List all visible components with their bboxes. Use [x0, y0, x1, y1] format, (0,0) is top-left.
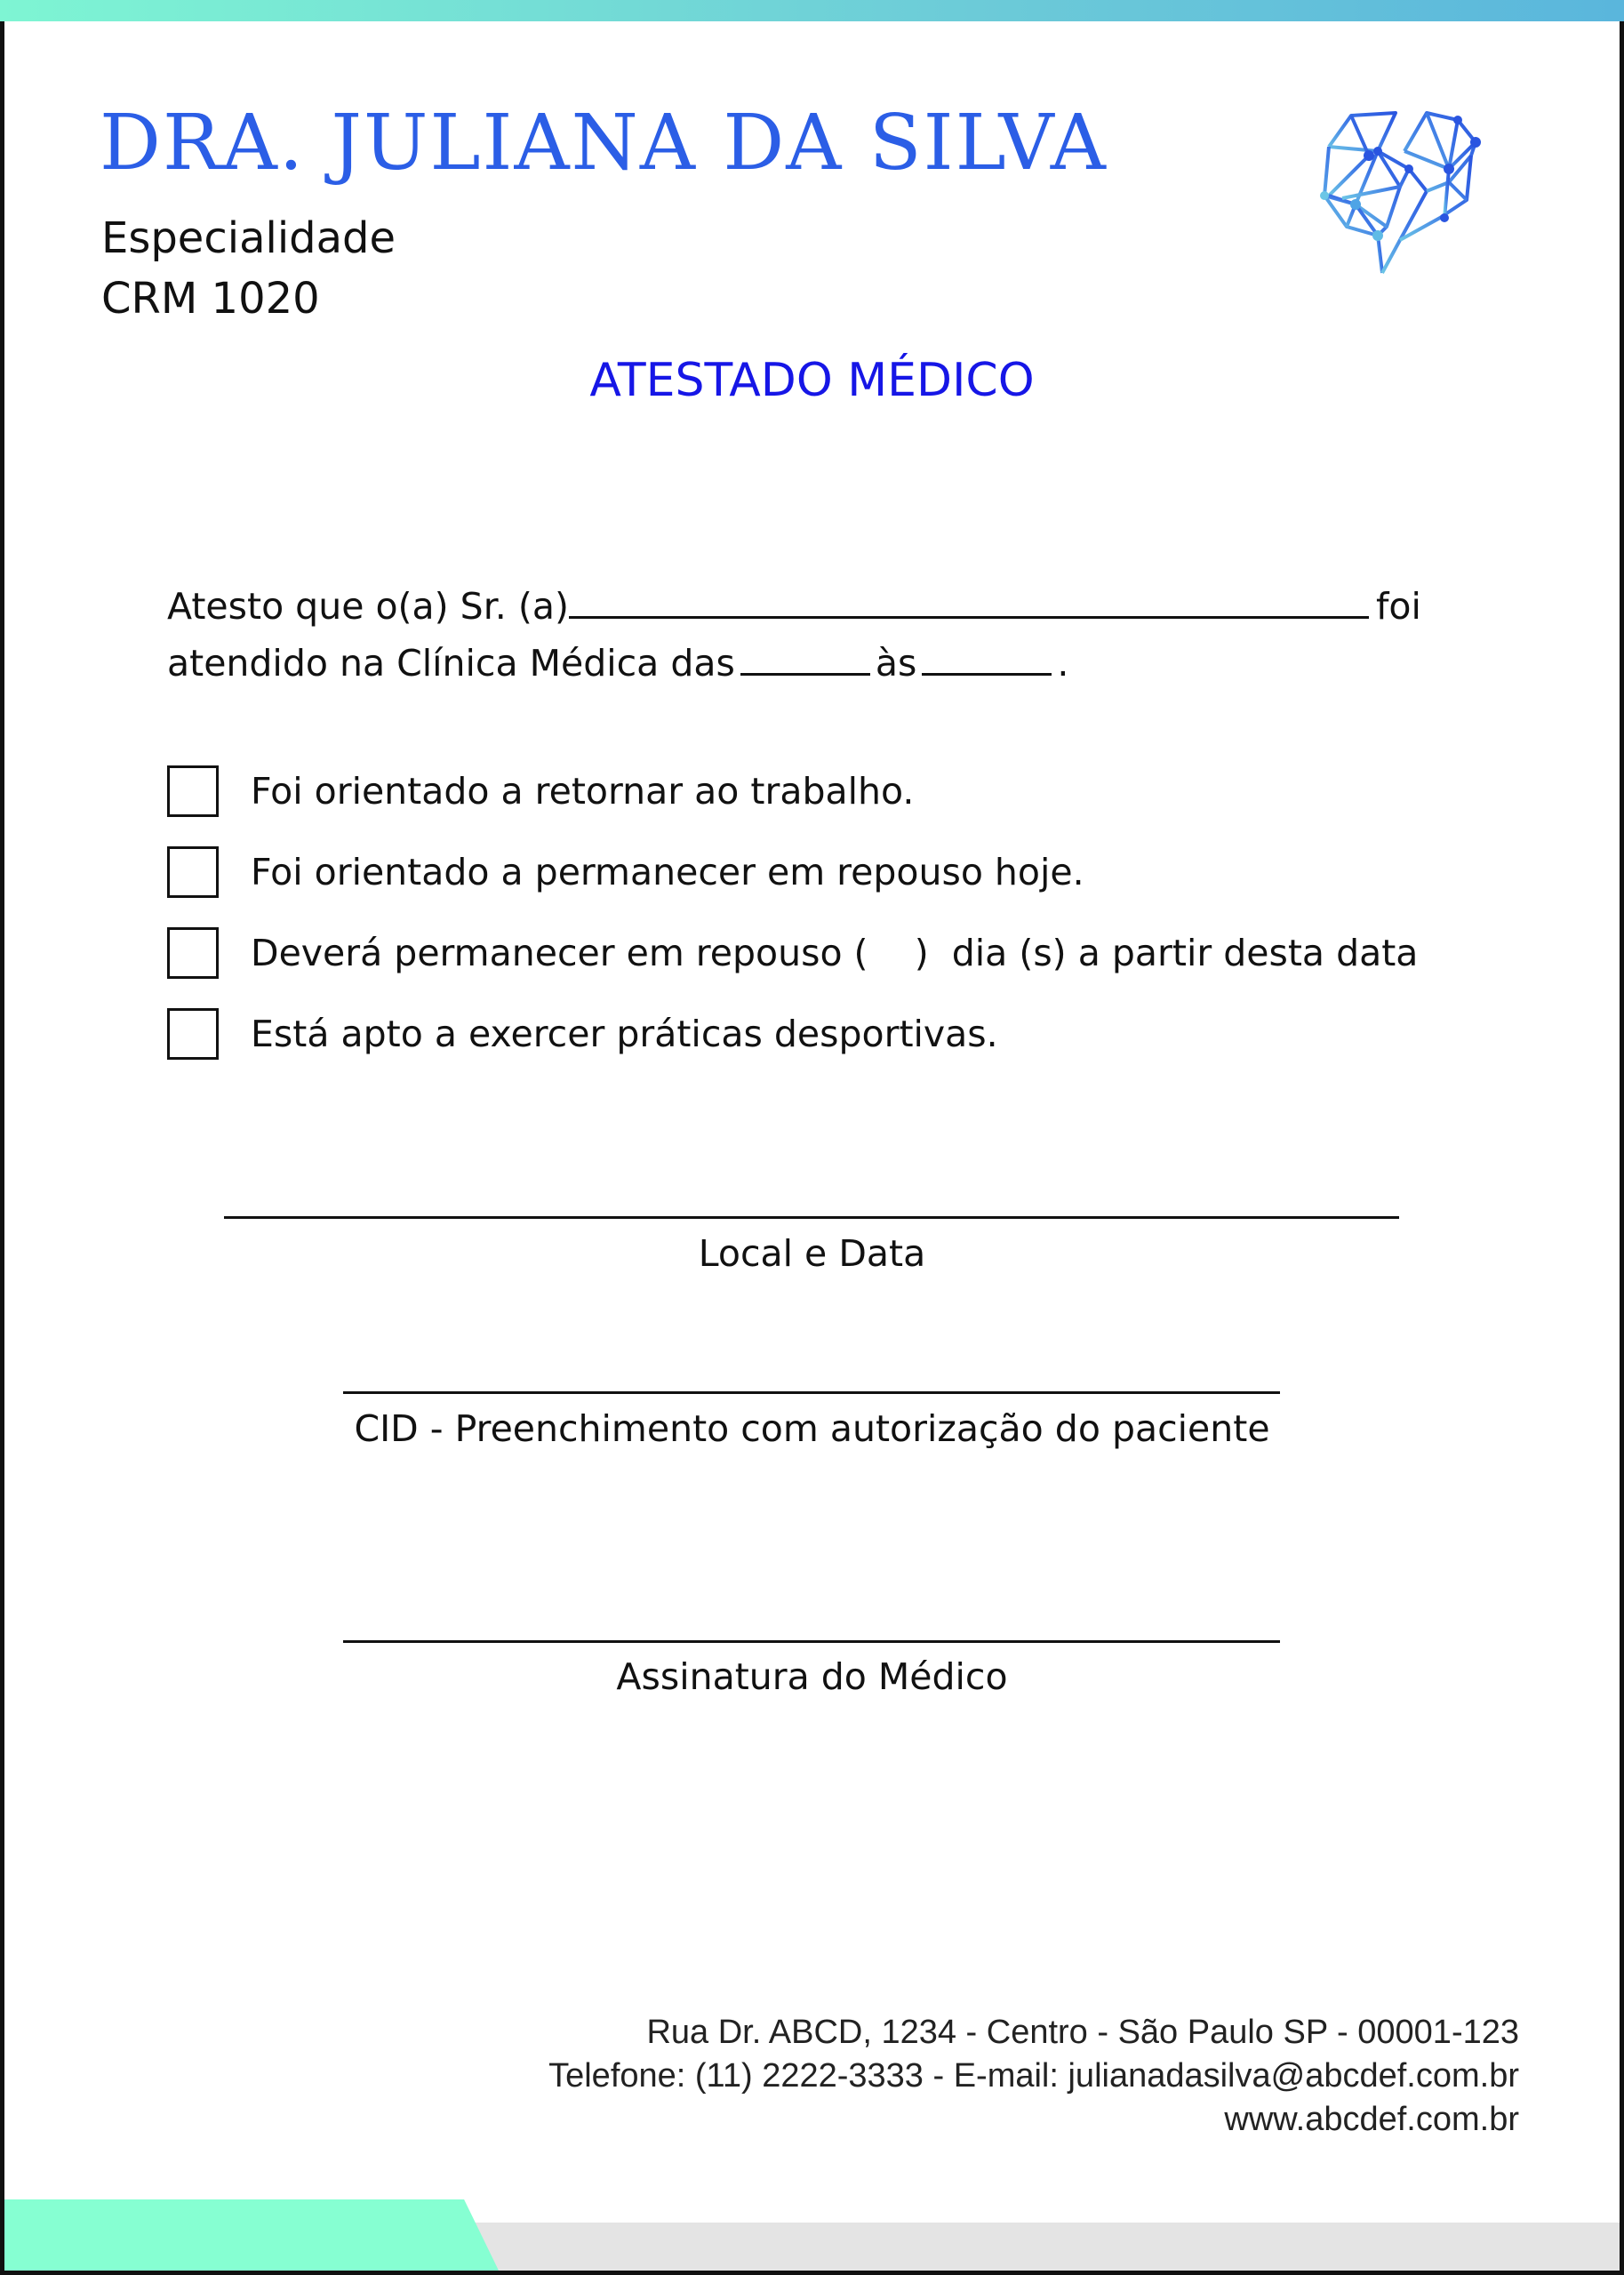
patient-name-field[interactable] — [569, 581, 1369, 619]
doctor-crm: CRM 1020 — [101, 274, 320, 324]
attendance-statement — [167, 578, 1465, 692]
doctor-name: DRA. JULIANA DA SILVA — [100, 99, 1108, 188]
start-time-field[interactable] — [740, 637, 870, 676]
statement-text-4: às — [875, 642, 917, 685]
doctor-signature-line[interactable] — [343, 1640, 1280, 1643]
top-accent-band — [0, 0, 1624, 21]
statement-text-3: atendido na Clínica Médica das — [167, 642, 735, 685]
bottom-teal-accent — [4, 2199, 499, 2271]
option-rest-today — [167, 844, 1500, 901]
option-label: Foi orientado a retornar ao trabalho. — [251, 770, 915, 813]
doctor-signature-label: Assinatura do Médico — [616, 1655, 1008, 1698]
footer-contact: Telefone: (11) 2222-3333 - E-mail: julianadasilva@abcdef.com.br — [548, 2057, 1519, 2095]
cid-line[interactable] — [343, 1391, 1280, 1394]
option-label: Foi orientado a permanecer em repouso hoje. — [251, 851, 1084, 893]
end-time-field[interactable] — [922, 637, 1052, 676]
option-label: Deverá permanecer em repouso ( ) dia (s) a partir desta data — [251, 932, 1419, 974]
footer-address: Rua Dr. ABCD, 1234 - Centro - São Paulo SP - 00001-123 — [646, 2014, 1519, 2051]
checkbox-return-to-work[interactable] — [167, 765, 219, 817]
cid-label: CID - Preenchimento com autorização do paciente — [354, 1407, 1270, 1450]
contact-footer — [548, 2011, 1519, 2142]
footer-website: www.abcdef.com.br — [1224, 2101, 1519, 2138]
option-rest-days — [167, 925, 1500, 981]
document-title: ATESTADO MÉDICO — [589, 354, 1035, 407]
checkbox-sports-fit[interactable] — [167, 1008, 219, 1060]
option-label: Está apto a exercer práticas desportivas. — [251, 1013, 998, 1055]
local-date-line[interactable] — [224, 1216, 1399, 1219]
brain-network-icon — [1316, 102, 1529, 280]
statement-text-1: Atesto que o(a) Sr. (a) — [167, 585, 569, 628]
statement-text-5: . — [1057, 642, 1069, 685]
option-sports-fit — [167, 1005, 1500, 1062]
option-return-to-work — [167, 763, 1500, 820]
statement-text-2: foi — [1375, 585, 1421, 628]
checkbox-rest-today[interactable] — [167, 846, 219, 898]
checkbox-rest-days[interactable] — [167, 927, 219, 979]
local-date-label: Local e Data — [698, 1232, 926, 1275]
options-checklist — [167, 763, 1500, 1086]
doctor-specialty: Especialidade — [101, 213, 396, 263]
